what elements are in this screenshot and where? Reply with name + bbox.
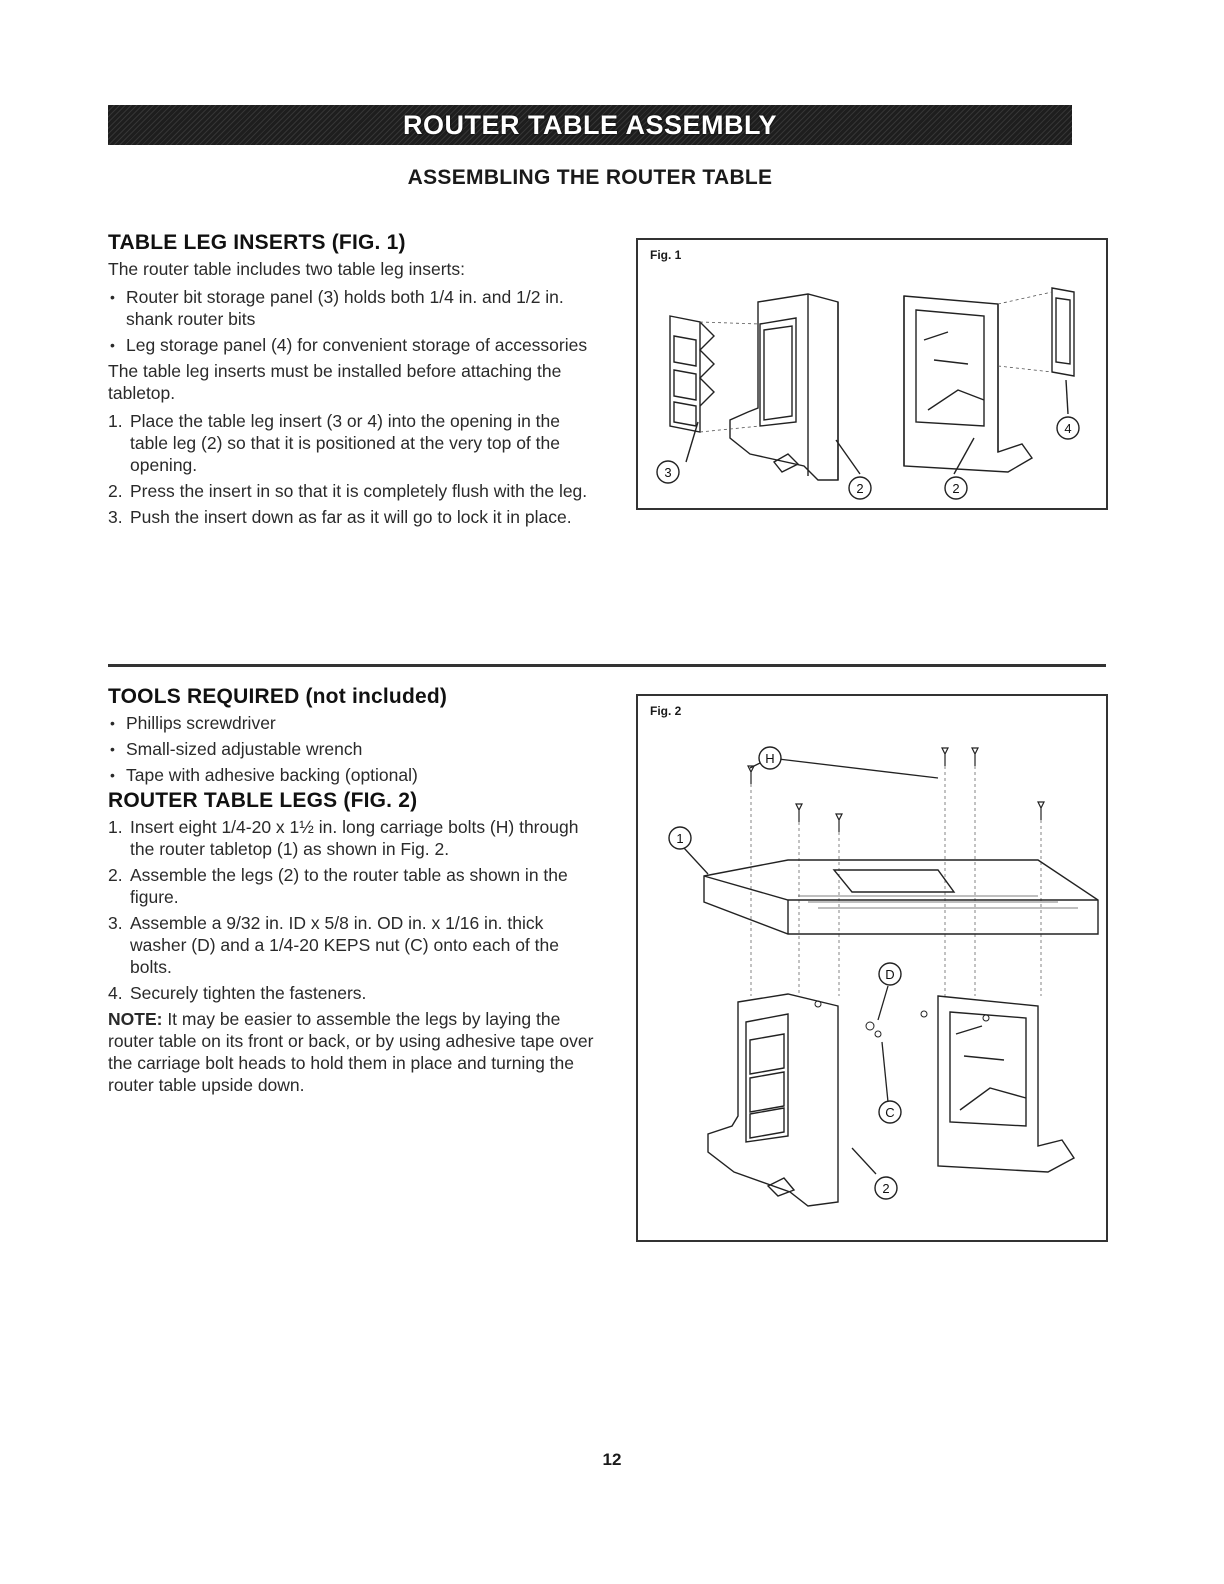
section-banner (108, 105, 1072, 145)
leader-line-c (882, 1042, 888, 1102)
list-item: • Tape with adhesive backing (optional) (108, 764, 598, 786)
step-number: 1. (108, 411, 123, 431)
leg-opening-right (916, 310, 984, 426)
leader-line (686, 422, 698, 462)
step-text: Push the insert down as far as it will go to lock it in place. (130, 507, 572, 527)
list-item: • Leg storage panel (4) for convenient storage of accessories (108, 334, 598, 356)
insert-slots (674, 336, 696, 426)
leg-inserts-section (108, 232, 598, 532)
figure-2-illustration (638, 696, 1106, 1240)
callout-1: 1 (676, 831, 684, 846)
step-item (108, 480, 598, 502)
legs-note (108, 1008, 598, 1096)
page-number: 12 (602, 1450, 622, 1469)
leg-right-ribs (956, 1026, 1026, 1110)
step-item (108, 410, 598, 476)
step-text: Assemble a 9/32 in. ID x 5/8 in. OD in. x 1/16 in. thick washer (D) and a 1/4-20 KEPS nut (C) onto each of the bolts. (130, 913, 559, 977)
callout-2: 2 (856, 481, 864, 496)
leg-right-ribs (924, 332, 984, 410)
carriage-bolt (796, 804, 802, 822)
leader-line (1066, 380, 1068, 414)
leg-edge-lines (808, 294, 838, 480)
leader-line-d (878, 986, 888, 1020)
tabletop-plate-opening (834, 870, 954, 892)
keps-nut (875, 1031, 881, 1037)
step-text: Securely tighten the fasteners. (130, 983, 367, 1003)
step-text: Assemble the legs (2) to the router table as shown in the figure. (130, 865, 568, 907)
leader-line-2 (852, 1148, 876, 1174)
step-item (108, 912, 598, 978)
insert-zigzag (700, 322, 714, 406)
step-number: 4. (108, 983, 123, 1003)
leg-inserts-intro: The router table includes two table leg inserts: (108, 259, 465, 279)
figure-1 (636, 238, 1108, 510)
table-leg-left (730, 294, 838, 480)
step-item (108, 506, 598, 528)
note-text: It may be easier to assemble the legs by laying the router table on its front or back, or by using adhesive tape over the carriage bolt heads to hold them in place and turning the router table upside down. (108, 1009, 594, 1095)
carriage-bolt (1038, 802, 1044, 820)
assembly-guide-lines (700, 292, 1052, 432)
callout-c: C (885, 1105, 895, 1120)
step-number: 3. (108, 507, 123, 527)
tools-legs-section (108, 686, 598, 1102)
tabletop-grooves (798, 896, 1078, 908)
callout-h: H (765, 751, 775, 766)
figure-2-label: Fig. 2 (650, 704, 682, 718)
leader-line (836, 440, 860, 474)
figure-1-label: Fig. 1 (650, 248, 682, 262)
page-subheading: ASSEMBLING THE ROUTER TABLE (407, 166, 773, 189)
leader-line (954, 438, 974, 474)
carriage-bolt (836, 814, 842, 832)
tools-heading: TOOLS REQUIRED (not included) (108, 685, 448, 708)
step-item (108, 982, 598, 1004)
step-number: 2. (108, 865, 123, 885)
legs-heading: ROUTER TABLE LEGS (FIG. 2) (108, 789, 418, 812)
list-item: • Phillips screwdriver (108, 712, 598, 734)
leg-opening-left (760, 318, 796, 426)
table-leg-right (938, 996, 1074, 1172)
leg-inserts-note: The table leg inserts must be installed before attaching the tabletop. (108, 361, 562, 403)
carriage-bolt (972, 748, 978, 766)
step-number: 1. (108, 817, 123, 837)
callout-2: 2 (882, 1181, 890, 1196)
step-number: 3. (108, 913, 123, 933)
carriage-bolt (942, 748, 948, 766)
step-item (108, 864, 598, 908)
legs-steps (108, 816, 598, 1004)
tools-list (108, 712, 598, 786)
callout-3: 3 (664, 465, 672, 480)
figure-2 (636, 694, 1108, 1242)
leg-inserts-heading: TABLE LEG INSERTS (FIG. 1) (108, 231, 406, 254)
leader-line-1 (684, 848, 708, 874)
leg-inserts-list (108, 286, 598, 356)
router-tabletop (704, 860, 1098, 934)
list-item: • Small-sized adjustable wrench (108, 738, 598, 760)
step-text: Insert eight 1/4-20 x 1½ in. long carriage bolts (H) through the router tabletop (1) as shown in Fig. 2. (130, 817, 579, 859)
leg-insert-slots (750, 1034, 784, 1138)
callout-d: D (885, 967, 895, 982)
leader-line-h (770, 758, 938, 778)
step-text: Place the table leg insert (3 or 4) into the opening in the table leg (2) so that it is positioned at the very top of the opening. (130, 411, 560, 475)
leg-foot-hole (774, 454, 798, 472)
note-label: NOTE: (108, 1009, 163, 1029)
tabletop-edges (704, 876, 1098, 934)
callout-2: 2 (952, 481, 960, 496)
washer (983, 1015, 989, 1021)
leg-inserts-steps (108, 410, 598, 528)
washer (866, 1022, 874, 1030)
figure-1-illustration (638, 240, 1106, 508)
washer (921, 1011, 927, 1017)
step-text: Press the insert in so that it is completely flush with the leg. (130, 481, 588, 501)
table-leg-right (904, 296, 1032, 472)
leg-foot-hole (768, 1178, 794, 1196)
panel-window (1056, 298, 1070, 364)
section-divider (108, 664, 1106, 667)
step-number: 2. (108, 481, 123, 501)
carriage-bolt (748, 766, 754, 784)
leg-opening-inner-left (764, 326, 792, 420)
table-leg-left (708, 994, 838, 1206)
step-item (108, 816, 598, 860)
callout-4: 4 (1064, 421, 1072, 436)
bolt-guide-lines (751, 766, 1041, 996)
banner-title: ROUTER TABLE ASSEMBLY (402, 109, 778, 140)
list-item: • Router bit storage panel (3) holds both 1/4 in. and 1/2 in. shank router bits (108, 286, 598, 330)
